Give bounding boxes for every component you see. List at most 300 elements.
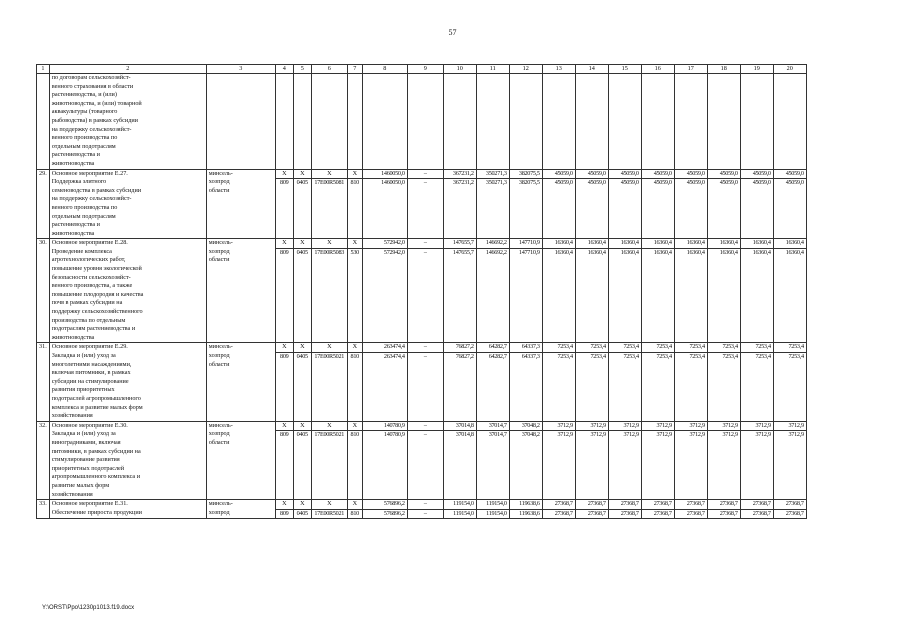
budget-code-cell: [293, 500, 311, 519]
funding-value: 64337,3: [521, 353, 540, 360]
funding-value: 27368,7: [719, 509, 738, 517]
value-cell: [641, 239, 674, 343]
value-cell: [740, 500, 773, 519]
value-cell: [674, 239, 707, 343]
column-header: 1: [37, 65, 50, 74]
value-cell: [575, 343, 608, 421]
value-cell: [575, 239, 608, 343]
column-header: 16: [641, 65, 674, 74]
funding-value: 7253,4: [774, 343, 806, 353]
value-cell: [362, 239, 407, 343]
row-description: [49, 500, 206, 519]
budget-code-cell: [347, 239, 362, 343]
cell-line: по договорам сельскохозяйст-: [51, 74, 131, 81]
value-cell: [407, 421, 443, 499]
funding-value: 16360,4: [752, 248, 771, 256]
table-cell: [608, 74, 641, 170]
value-cell: [542, 343, 575, 421]
budget-code-cell: [311, 169, 347, 239]
funding-value: 16360,4: [543, 239, 575, 249]
budget-code: X: [276, 422, 293, 432]
funding-value: 146692,2: [485, 248, 507, 256]
table-cell: [311, 74, 347, 170]
cell-line: Основное мероприятие Е.30.: [51, 421, 128, 429]
cell-line: Закладка и (или) уход за: [51, 352, 116, 359]
budget-code-cell: [293, 421, 311, 499]
value-cell: [608, 239, 641, 343]
table-cell: [740, 74, 773, 170]
funding-value: 45059,0: [587, 179, 606, 187]
cell-line: животноводства: [51, 333, 95, 341]
funding-value: 3712,9: [623, 431, 639, 439]
funding-value: 45059,0: [719, 179, 738, 187]
funding-value: 16360,4: [785, 248, 804, 256]
funding-value: 27368,7: [642, 500, 674, 510]
cell-line: области: [208, 186, 230, 194]
funding-value: 7253,4: [722, 353, 738, 360]
cell-line: на поддержку сельскохозяйст-: [51, 125, 132, 133]
budget-code: 810: [350, 179, 359, 187]
cell-line: Поддержка элитного: [51, 178, 107, 186]
value-cell: [407, 500, 443, 519]
value-cell: [641, 343, 674, 421]
budget-code-cell: [347, 500, 362, 519]
row-number: 33.: [37, 500, 50, 519]
value-cell: [608, 421, 641, 499]
budget-code-cell: [311, 239, 347, 343]
value-cell: [443, 239, 476, 343]
funding-value: –: [408, 500, 443, 510]
budget-code: 17E00R5081: [314, 179, 345, 187]
table-cell: [476, 74, 509, 170]
column-header: 5: [293, 65, 311, 74]
funding-value: 37048,2: [521, 431, 540, 439]
funding-value: 27368,7: [554, 509, 573, 517]
column-header: 18: [707, 65, 740, 74]
funding-value: 45059,0: [620, 179, 639, 187]
value-cell: [476, 239, 509, 343]
cell-line: Основное мероприятие Е.28.: [51, 239, 128, 247]
budget-code: X: [276, 343, 293, 353]
budget-code-cell: [275, 500, 293, 519]
funding-value: 64337,3: [510, 343, 542, 353]
funding-value: 27368,7: [543, 500, 575, 510]
funding-value: 119154,0: [444, 500, 476, 510]
cell-line: растениеводства и: [51, 151, 100, 159]
funding-value: 3712,9: [590, 431, 606, 439]
row-number: 29.: [37, 169, 50, 239]
value-cell: [773, 239, 806, 343]
cell-line: минсель-: [208, 169, 233, 177]
budget-code: 809: [280, 353, 289, 360]
funding-value: 45059,0: [675, 170, 707, 180]
cell-line: виноградниками, включая: [51, 438, 121, 446]
funding-value: 37014,8: [444, 422, 476, 432]
cell-line: Основное мероприятие Е.27.: [51, 169, 128, 177]
value-cell: [443, 343, 476, 421]
budget-code: 810: [350, 509, 359, 517]
value-cell: [674, 169, 707, 239]
value-cell: [476, 343, 509, 421]
budget-code: X: [294, 500, 311, 510]
cell-line: отдельным подотраслям: [51, 212, 116, 220]
column-header: 8: [362, 65, 407, 74]
funding-value: 27368,7: [587, 509, 606, 517]
cell-line: питомники, в рамках субсидии на: [51, 447, 141, 455]
value-cell: [740, 421, 773, 499]
cell-line: области: [208, 360, 230, 368]
funding-value: –: [423, 509, 427, 517]
budget-code-cell: [311, 343, 347, 421]
cell-line: минсель-: [208, 239, 233, 247]
funding-value: 3712,9: [576, 422, 608, 432]
value-cell: [542, 239, 575, 343]
funding-value: 3712,9: [675, 422, 707, 432]
funding-value: 45059,0: [609, 170, 641, 180]
budget-code-cell: [311, 500, 347, 519]
table-row: [37, 421, 807, 499]
value-cell: [476, 500, 509, 519]
funding-value: 45059,0: [653, 179, 672, 187]
budget-code: 809: [280, 179, 289, 187]
responsible-org: [206, 239, 275, 343]
funding-value: 64282,7: [488, 353, 507, 360]
column-header: 7: [347, 65, 362, 74]
responsible-org: [206, 500, 275, 519]
budget-code: 0405: [296, 509, 308, 517]
budget-code: X: [348, 170, 362, 180]
cell-line: безопасности сельскохозяйст-: [51, 273, 131, 281]
budget-code: X: [294, 343, 311, 353]
funding-value: 382075,5: [518, 179, 540, 187]
budget-code: X: [348, 239, 362, 249]
cell-line: подотраслей агропромышленного: [51, 394, 141, 402]
responsible-org: [206, 343, 275, 421]
value-cell: [509, 343, 542, 421]
column-header: 2: [49, 65, 206, 74]
funding-value: –: [423, 179, 427, 187]
funding-value: 27368,7: [741, 500, 773, 510]
funding-value: 140780,9: [363, 422, 407, 432]
funding-value: 3712,9: [788, 431, 804, 439]
value-cell: [443, 421, 476, 499]
cell-line: развитие малых форм: [51, 481, 110, 489]
funding-value: 3712,9: [755, 431, 771, 439]
value-cell: [509, 239, 542, 343]
cell-line: животноводства, и (или) товарной: [51, 99, 142, 107]
table-cell: [275, 74, 293, 170]
cell-line: поддержку сельскохозяйственного: [51, 308, 143, 316]
value-cell: [575, 169, 608, 239]
value-cell: [707, 169, 740, 239]
budget-code: 17E00R5083: [314, 248, 345, 256]
cell-line: на поддержку сельскохозяйст-: [51, 195, 132, 203]
funding-value: 16360,4: [554, 248, 573, 256]
cell-line: хозпрод: [208, 247, 230, 255]
column-header: 20: [773, 65, 806, 74]
cell-line: стимулирование развития: [51, 456, 120, 464]
cell-line: животноводства: [51, 159, 95, 167]
cell-line: многолетними насаждениями,: [51, 360, 132, 368]
funding-value: 119154,0: [477, 500, 509, 510]
value-cell: [509, 169, 542, 239]
cell-line: хозяйствования: [51, 412, 93, 420]
file-path-footer: Y:\ORST\Ppo\1230p1013.f19.docx: [42, 605, 135, 611]
cell-line: подотраслям растениеводства и: [51, 325, 136, 333]
row-number: 31.: [37, 343, 50, 421]
cell-line: области: [208, 256, 230, 264]
funding-value: 45059,0: [686, 179, 705, 187]
value-cell: [674, 343, 707, 421]
funding-value: 3712,9: [722, 431, 738, 439]
funding-value: 37048,2: [510, 422, 542, 432]
funding-value: 45059,0: [785, 179, 804, 187]
value-cell: [674, 421, 707, 499]
funding-value: 37014,8: [455, 431, 474, 439]
value-cell: [773, 421, 806, 499]
row-number: 32.: [37, 421, 50, 499]
cell-line: хозпрод: [208, 430, 230, 438]
funding-value: –: [423, 431, 427, 439]
value-cell: [362, 500, 407, 519]
table-cell: [575, 74, 608, 170]
funding-value: 76827,2: [455, 353, 474, 360]
cell-line: почв в рамках субсидии на: [51, 299, 123, 307]
funding-value: –: [408, 239, 443, 249]
funding-value: 3712,9: [708, 422, 740, 432]
funding-value: 263474,4: [383, 353, 405, 360]
budget-code: 17E00R5021: [314, 509, 345, 517]
funding-value: 27368,7: [752, 509, 771, 517]
table-row: [37, 500, 807, 519]
row-description: [49, 343, 206, 421]
budget-code: X: [276, 239, 293, 249]
funding-value: 16360,4: [642, 239, 674, 249]
budget-code: X: [294, 170, 311, 180]
funding-value: 350271,3: [477, 170, 509, 180]
budget-code: 17E00R5021: [314, 353, 345, 360]
value-cell: [740, 239, 773, 343]
funding-value: 147710,9: [518, 248, 540, 256]
table-row: [37, 239, 807, 343]
value-cell: [542, 169, 575, 239]
cell-line: хозпрод: [208, 508, 230, 516]
budget-code-cell: [275, 421, 293, 499]
column-header: 12: [509, 65, 542, 74]
budget-code-cell: [347, 343, 362, 421]
funding-value: 7253,4: [642, 343, 674, 353]
budget-code: 0405: [296, 179, 308, 187]
value-cell: [608, 343, 641, 421]
cell-line: растениеводства и: [51, 221, 100, 229]
column-header: 11: [476, 65, 509, 74]
funding-value: 45059,0: [752, 179, 771, 187]
cell-line: семеноводства в рамках субсидии: [51, 186, 142, 194]
funding-value: 7253,4: [576, 343, 608, 353]
cell-line: Проведение комплекса: [51, 247, 112, 255]
funding-value: 27368,7: [785, 509, 804, 517]
cell-line: области: [208, 438, 230, 446]
funding-value: 45059,0: [642, 170, 674, 180]
value-cell: [542, 500, 575, 519]
funding-value: 16360,4: [587, 248, 606, 256]
budget-code: X: [348, 343, 362, 353]
funding-value: 147655,7: [444, 239, 476, 249]
budget-code: 810: [350, 353, 359, 360]
funding-value: 7253,4: [788, 353, 804, 360]
funding-value: 1460050,0: [363, 170, 407, 180]
column-header: 13: [542, 65, 575, 74]
table-row: [37, 343, 807, 421]
funding-value: 16360,4: [774, 239, 806, 249]
value-cell: [407, 169, 443, 239]
budget-code: X: [276, 500, 293, 510]
funding-value: 350271,3: [485, 179, 507, 187]
column-header: 15: [608, 65, 641, 74]
value-cell: [707, 239, 740, 343]
funding-value: 7253,4: [689, 353, 705, 360]
value-cell: [476, 169, 509, 239]
funding-value: 7253,4: [609, 343, 641, 353]
value-cell: [641, 500, 674, 519]
table-cell: [347, 74, 362, 170]
funding-value: 16360,4: [686, 248, 705, 256]
funding-value: 119638,6: [510, 500, 542, 510]
value-cell: [674, 500, 707, 519]
value-cell: [362, 169, 407, 239]
cell-line: животноводства: [51, 229, 95, 237]
funding-value: 119154,0: [486, 509, 507, 517]
responsible-org: [206, 169, 275, 239]
row-description: [49, 239, 206, 343]
table-cell: [707, 74, 740, 170]
funding-value: 3712,9: [656, 431, 672, 439]
funding-value: 45059,0: [708, 170, 740, 180]
funding-value: 147710,9: [510, 239, 542, 249]
budget-code: X: [294, 239, 311, 249]
funding-value: 64282,7: [477, 343, 509, 353]
cell-line: аквакультуры (товарного: [51, 108, 118, 116]
funding-value: 3712,9: [689, 431, 705, 439]
value-cell: [707, 343, 740, 421]
value-cell: [407, 239, 443, 343]
funding-value: 119638,6: [519, 509, 540, 517]
value-cell: [575, 500, 608, 519]
funding-value: 45059,0: [554, 179, 573, 187]
funding-value: 7253,4: [590, 353, 606, 360]
funding-value: 16360,4: [675, 239, 707, 249]
column-header: 10: [443, 65, 476, 74]
cell-line: минсель-: [208, 343, 233, 351]
table-cell: [206, 74, 275, 170]
cell-line: Основное мероприятие Е.31.: [51, 500, 128, 508]
funding-value: 263474,4: [363, 343, 407, 353]
funding-value: 7253,4: [675, 343, 707, 353]
funding-value: 7253,4: [741, 343, 773, 353]
table-cell: [641, 74, 674, 170]
funding-value: 3712,9: [543, 422, 575, 432]
funding-value: 576896,2: [363, 500, 407, 510]
cell-line: Закладка и (или) уход за: [51, 430, 116, 438]
budget-code-cell: [275, 239, 293, 343]
cell-line: рыбоводства) в рамках субсидии: [51, 116, 138, 124]
row-number: 30.: [37, 239, 50, 343]
funding-value: 16360,4: [609, 239, 641, 249]
funding-value: 16360,4: [708, 239, 740, 249]
cell-line: агротехнологических работ,: [51, 256, 126, 264]
funding-value: 3712,9: [609, 422, 641, 432]
funding-value: 16360,4: [620, 248, 639, 256]
funding-value: 7253,4: [557, 353, 573, 360]
budget-code: X: [312, 239, 347, 249]
value-cell: [608, 500, 641, 519]
funding-value: 382075,5: [510, 170, 542, 180]
funding-value: 37014,7: [477, 422, 509, 432]
budget-code: 810: [350, 431, 359, 439]
budget-code-cell: [293, 169, 311, 239]
funding-value: –: [408, 422, 443, 432]
funding-value: 27368,7: [609, 500, 641, 510]
column-header: 14: [575, 65, 608, 74]
cell-line: развития приоритетных: [51, 386, 115, 394]
cell-line: комплекса и развитие малых форм: [51, 403, 143, 411]
budget-code: 809: [280, 431, 289, 439]
column-header: 19: [740, 65, 773, 74]
funding-value: 7253,4: [623, 353, 639, 360]
budget-code: X: [348, 422, 362, 432]
budget-code-cell: [347, 421, 362, 499]
funding-value: 3712,9: [774, 422, 806, 432]
funding-value: 27368,7: [576, 500, 608, 510]
cell-line: Обеспечение прироста продукции: [51, 508, 142, 516]
value-cell: [443, 500, 476, 519]
funding-value: 45059,0: [543, 170, 575, 180]
value-cell: [542, 421, 575, 499]
value-cell: [362, 421, 407, 499]
funding-value: 572942,0: [383, 248, 405, 256]
cell-line: Основное мероприятие Е.29.: [51, 343, 128, 351]
budget-code: X: [312, 500, 347, 510]
funding-value: –: [408, 343, 443, 353]
value-cell: [575, 421, 608, 499]
funding-value: 16360,4: [576, 239, 608, 249]
row-description: [49, 421, 206, 499]
column-header: 17: [674, 65, 707, 74]
budget-code: 0405: [296, 248, 308, 256]
funding-value: –: [423, 248, 427, 256]
value-cell: [773, 500, 806, 519]
cell-line: минсель-: [208, 500, 233, 508]
budget-code-cell: [347, 169, 362, 239]
value-cell: [641, 421, 674, 499]
budget-code-cell: [275, 169, 293, 239]
cell-line: включая питомники, в рамках: [51, 369, 131, 377]
funding-value: 147655,7: [452, 248, 474, 256]
budget-code-cell: [311, 421, 347, 499]
table-cell: [542, 74, 575, 170]
value-cell: [362, 343, 407, 421]
cell-line: венного производства по: [51, 203, 118, 211]
table-cell: [674, 74, 707, 170]
value-cell: [476, 421, 509, 499]
budget-code: 809: [280, 509, 289, 517]
value-cell: [707, 421, 740, 499]
value-cell: [773, 169, 806, 239]
budget-code: 530: [350, 248, 359, 256]
funding-value: 7253,4: [656, 353, 672, 360]
responsible-org: [206, 421, 275, 499]
funding-value: 16360,4: [719, 248, 738, 256]
